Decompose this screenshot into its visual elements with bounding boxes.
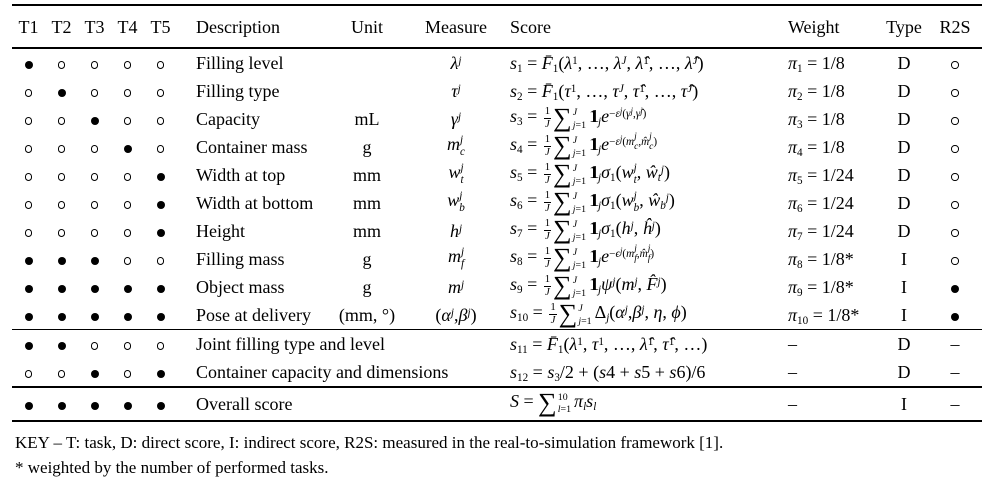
open-dot-icon <box>124 229 132 237</box>
open-dot-icon <box>91 145 99 153</box>
header-t1: T1 <box>12 5 45 48</box>
description-cell: Filling type <box>196 81 280 101</box>
table-row <box>12 105 982 133</box>
filled-dot-icon <box>25 285 33 293</box>
open-dot-icon <box>25 173 33 181</box>
open-dot-icon <box>124 201 132 209</box>
r2s-cell <box>928 161 982 189</box>
table-row <box>12 189 982 217</box>
r2s-cell <box>928 48 982 77</box>
weight-cell: $\pi_{10} = 1/8*$ <box>788 305 860 328</box>
task-cell <box>45 358 78 387</box>
task-cell <box>78 245 111 273</box>
task-cell <box>111 330 144 359</box>
filled-dot-icon <box>157 370 165 378</box>
task-cell <box>12 133 45 161</box>
filled-dot-icon <box>58 89 66 97</box>
paper-table-page <box>0 4 1008 491</box>
open-dot-icon <box>25 229 33 237</box>
open-dot-icon <box>58 61 66 69</box>
task-cell <box>111 189 144 217</box>
filled-dot-icon <box>951 313 959 321</box>
table-row <box>12 161 982 189</box>
task-cell <box>78 217 111 245</box>
task-cell <box>144 161 177 189</box>
task-cell <box>45 133 78 161</box>
task-cell <box>12 48 45 77</box>
measure-cell: w j b <box>447 190 465 215</box>
filled-dot-icon <box>157 313 165 321</box>
open-dot-icon <box>157 257 165 265</box>
header-t3: T3 <box>78 5 111 48</box>
table-row <box>12 77 982 105</box>
filled-dot-icon <box>157 402 165 410</box>
footnote-star: * weighted by the number of performed tasks. <box>15 457 329 477</box>
filled-dot-icon <box>25 402 33 410</box>
weight-cell: $\pi_7 = 1/24$ <box>788 221 854 244</box>
type-cell: D <box>897 165 911 185</box>
filled-dot-icon <box>58 285 66 293</box>
filled-dot-icon <box>58 313 66 321</box>
measure-cell: $h^j$ <box>449 221 463 241</box>
task-cell <box>78 358 111 387</box>
table-row <box>12 358 982 387</box>
description-cell: Pose at delivery <box>196 305 311 325</box>
filled-dot-icon <box>124 313 132 321</box>
r2s-cell <box>928 133 982 161</box>
task-cell <box>78 330 111 359</box>
table-body <box>12 48 982 421</box>
filled-dot-icon <box>91 285 99 293</box>
task-cell <box>45 161 78 189</box>
unit-cell <box>327 48 407 77</box>
type-cell: D <box>897 53 911 73</box>
description-cell: Filling level <box>196 53 284 73</box>
task-cell <box>45 387 78 421</box>
task-cell <box>111 133 144 161</box>
filled-dot-icon <box>91 402 99 410</box>
score-cell: $s_6$ = $\frac{1}{J}$ ∑ J j=1 1 $1_j\sigma_1(w$ j b , $ŵ_b^j$) <box>505 189 783 217</box>
results-table <box>12 4 982 422</box>
table-row <box>12 245 982 273</box>
task-cell <box>144 358 177 387</box>
task-cell <box>111 77 144 105</box>
open-dot-icon <box>951 257 959 265</box>
filled-dot-icon <box>951 285 959 293</box>
task-cell <box>78 387 111 421</box>
r2s-cell <box>928 77 982 105</box>
task-cell <box>45 189 78 217</box>
open-dot-icon <box>951 117 959 125</box>
task-cell <box>12 273 45 301</box>
task-cell <box>12 77 45 105</box>
open-dot-icon <box>951 201 959 209</box>
header-type: Type <box>880 5 928 48</box>
open-dot-icon <box>58 201 66 209</box>
open-dot-icon <box>951 229 959 237</box>
weight-cell: $\pi_9 = 1/8*$ <box>788 277 854 300</box>
task-cell <box>111 273 144 301</box>
task-cell <box>45 48 78 77</box>
r2s-cell: – <box>950 362 960 382</box>
unit-cell: g <box>362 137 372 157</box>
table-row <box>12 330 982 359</box>
type-cell: D <box>897 193 911 213</box>
header-t5: T5 <box>144 5 177 48</box>
open-dot-icon <box>951 173 959 181</box>
task-cell <box>45 105 78 133</box>
r2s-cell: – <box>928 387 982 421</box>
open-dot-icon <box>25 145 33 153</box>
type-cell: I <box>880 387 928 421</box>
score-cell: $s_2$ = $F̄_1(\tau^1$, …, $\tau^J$, τ̂$^1$, …, τ̂$^J$) <box>510 81 699 104</box>
r2s-cell <box>928 273 982 301</box>
open-dot-icon <box>58 173 66 181</box>
score-cell: $s_{10}$ = $\frac{1}{J}$ ∑ J j=1 $\Delta_j(\alpha^j,\beta^j$, η, ϕ) <box>510 299 687 329</box>
description-cell: Object mass <box>196 277 285 297</box>
type-cell: D <box>897 109 911 129</box>
measure-cell: m j f <box>447 246 465 271</box>
description-cell: Capacity <box>196 109 260 129</box>
task-cell <box>45 330 78 359</box>
open-dot-icon <box>124 257 132 265</box>
task-cell <box>12 387 45 421</box>
header-unit: Unit <box>327 5 407 48</box>
task-cell <box>111 217 144 245</box>
r2s-cell <box>928 301 982 330</box>
filled-dot-icon <box>91 370 99 378</box>
table-row <box>12 217 982 245</box>
measure-cell: $\tau^j$ <box>451 81 461 101</box>
measure-cell: $(\alpha^j,\beta^j)$ <box>435 305 477 325</box>
filled-dot-icon <box>58 257 66 265</box>
task-cell <box>45 217 78 245</box>
filled-dot-icon <box>25 61 33 69</box>
task-cell <box>12 301 45 330</box>
open-dot-icon <box>124 61 132 69</box>
open-dot-icon <box>25 370 33 378</box>
task-cell <box>78 189 111 217</box>
filled-dot-icon <box>157 285 165 293</box>
task-cell <box>78 48 111 77</box>
open-dot-icon <box>91 229 99 237</box>
footnote-key: KEY – T: task, D: direct score, I: indirect score, R2S: measured in the real-to-simulation framework [1]. <box>15 433 724 452</box>
description-cell: Overall score <box>177 387 505 421</box>
open-dot-icon <box>25 89 33 97</box>
unit-cell: mm <box>352 193 381 213</box>
table-footnotes <box>15 431 1008 480</box>
open-dot-icon <box>91 342 99 350</box>
open-dot-icon <box>58 229 66 237</box>
task-cell <box>144 133 177 161</box>
type-cell: D <box>880 330 928 359</box>
filled-dot-icon <box>58 342 66 350</box>
filled-dot-icon <box>25 313 33 321</box>
task-cell <box>144 273 177 301</box>
open-dot-icon <box>91 61 99 69</box>
score-cell: $s_5$ = $\frac{1}{J}$ ∑ J j=1 1 $1_j\sigma_1(w$ j t , $ŵ_t^j$) <box>505 161 783 189</box>
task-cell <box>111 387 144 421</box>
r2s-cell <box>928 217 982 245</box>
task-cell <box>144 105 177 133</box>
open-dot-icon <box>91 173 99 181</box>
type-cell: I <box>901 277 907 297</box>
header-weight: Weight <box>783 5 880 48</box>
table-row <box>12 387 982 421</box>
open-dot-icon <box>157 89 165 97</box>
task-cell <box>78 105 111 133</box>
task-cell <box>111 358 144 387</box>
task-cell <box>12 330 45 359</box>
score-cell: $s_{12} = s_3/2 + (s4 + s5 + s6)/6$ <box>510 362 706 385</box>
unit-cell <box>327 77 407 105</box>
filled-dot-icon <box>157 201 165 209</box>
task-cell <box>144 77 177 105</box>
open-dot-icon <box>124 342 132 350</box>
measure-cell: m j c <box>447 134 465 159</box>
r2s-cell: – <box>928 330 982 359</box>
task-cell <box>45 245 78 273</box>
open-dot-icon <box>58 117 66 125</box>
score-cell: $s_1$ = $F̄_1(\lambda^1$, …, $\lambda^J$, λ̂$^1$, …, λ̂$^J$) <box>510 53 704 76</box>
task-cell <box>78 133 111 161</box>
score-cell: $s_7$ = $\frac{1}{J}$ ∑ J j=1 1 $1_j\sigma_1(h^j$, $ĥ^j$) <box>505 217 783 245</box>
task-cell <box>78 273 111 301</box>
unit-cell: g <box>362 277 372 297</box>
description-cell: Width at bottom <box>196 193 314 213</box>
type-cell: I <box>901 249 907 269</box>
task-cell <box>144 217 177 245</box>
task-cell <box>45 301 78 330</box>
task-cell <box>144 189 177 217</box>
header-t2: T2 <box>45 5 78 48</box>
description-cell: Width at top <box>196 165 286 185</box>
task-cell <box>111 161 144 189</box>
task-cell <box>12 217 45 245</box>
weight-cell: $\pi_2 = 1/8$ <box>788 81 845 104</box>
open-dot-icon <box>58 370 66 378</box>
weight-cell: $\pi_6 = 1/24$ <box>788 193 854 216</box>
table-row <box>12 48 982 77</box>
task-cell <box>12 245 45 273</box>
open-dot-icon <box>25 117 33 125</box>
weight-cell: $\pi_8 = 1/8*$ <box>788 249 854 272</box>
description-cell: Container capacity and dimensions <box>196 362 449 382</box>
filled-dot-icon <box>124 285 132 293</box>
filled-dot-icon <box>58 402 66 410</box>
unit-cell: mm <box>352 165 381 185</box>
filled-dot-icon <box>25 342 33 350</box>
measure-cell: $\lambda^j$ <box>450 53 462 73</box>
open-dot-icon <box>25 201 33 209</box>
task-cell <box>45 77 78 105</box>
open-dot-icon <box>157 342 165 350</box>
r2s-cell <box>928 105 982 133</box>
header-measure: Measure <box>407 5 505 48</box>
open-dot-icon <box>124 89 132 97</box>
measure-cell: $m^j$ <box>447 277 465 297</box>
open-dot-icon <box>58 145 66 153</box>
weight-cell: $\pi_1 = 1/8$ <box>788 53 845 76</box>
open-dot-icon <box>157 61 165 69</box>
table-header-row <box>12 5 982 48</box>
task-cell <box>78 77 111 105</box>
type-cell: D <box>897 81 911 101</box>
weight-cell: $\pi_4 = 1/8$ <box>788 137 845 160</box>
filled-dot-icon <box>25 257 33 265</box>
task-cell <box>12 105 45 133</box>
task-cell <box>111 245 144 273</box>
task-cell <box>144 330 177 359</box>
header-description: Description <box>177 5 327 48</box>
type-cell: D <box>897 137 911 157</box>
measure-cell: $\gamma^j$ <box>450 109 462 129</box>
open-dot-icon <box>157 145 165 153</box>
open-dot-icon <box>951 61 959 69</box>
task-cell <box>144 387 177 421</box>
filled-dot-icon <box>157 229 165 237</box>
score-cell: $s_8$ = $\frac{1}{J}$ ∑ J j=1 1 $1_je^{-\epsilon^j(m j f ,m̂ j f )}$ <box>505 245 783 273</box>
r2s-cell <box>928 245 982 273</box>
unit-cell: (mm, °) <box>338 305 396 325</box>
task-cell <box>144 48 177 77</box>
header-r2s: R2S <box>928 5 982 48</box>
description-cell: Height <box>196 221 245 241</box>
filled-dot-icon <box>91 313 99 321</box>
measure-cell: w j t <box>448 162 464 187</box>
score-cell: $s_{11}$ = $F̄_1(\lambda^1$, $\tau^1$, …, λ̂$^1$, τ̂$^1$, …) <box>505 330 783 359</box>
description-cell: Filling mass <box>196 249 285 269</box>
open-dot-icon <box>124 173 132 181</box>
filled-dot-icon <box>124 145 132 153</box>
score-cell: $s_4$ = $\frac{1}{J}$ ∑ J j=1 1 $1_je^{-\varepsilon^j(m j c ,m̂ j c )}$ <box>505 133 783 161</box>
score-cell: $s_9$ = $\frac{1}{J}$ ∑ J j=1 1 $1_j\psi^j(m^j$, F̂$^j$) <box>505 273 783 301</box>
task-cell <box>12 358 45 387</box>
score-cell: $s_3$ = $\frac{1}{J}$ ∑ J j=1 1 $1_je^{-\varepsilon^j(\gamma^j,\gammâ^j)}$ <box>505 105 783 133</box>
filled-dot-icon <box>91 257 99 265</box>
task-cell <box>111 105 144 133</box>
task-cell <box>12 189 45 217</box>
type-cell: I <box>901 305 907 325</box>
score-cell: S = ∑ 10 l=1 $\pi_ls_l$ <box>505 387 783 421</box>
task-cell <box>111 301 144 330</box>
table-row <box>12 301 982 330</box>
table-row <box>12 133 982 161</box>
type-cell: D <box>897 221 911 241</box>
filled-dot-icon <box>91 117 99 125</box>
open-dot-icon <box>951 145 959 153</box>
weight-cell: $\pi_3 = 1/8$ <box>788 109 845 132</box>
weight-cell: $\pi_5 = 1/24$ <box>788 165 854 188</box>
open-dot-icon <box>124 117 132 125</box>
task-cell <box>144 301 177 330</box>
task-cell <box>111 48 144 77</box>
header-t4: T4 <box>111 5 144 48</box>
task-cell <box>78 301 111 330</box>
type-cell: D <box>897 362 911 382</box>
open-dot-icon <box>91 89 99 97</box>
table-row <box>12 273 982 301</box>
task-cell <box>144 245 177 273</box>
description-cell: Container mass <box>196 137 308 157</box>
weight-cell: – <box>783 330 880 359</box>
task-cell <box>78 161 111 189</box>
unit-cell: mm <box>352 221 381 241</box>
unit-cell: g <box>362 249 372 269</box>
header-score: Score <box>505 5 783 48</box>
weight-cell: – <box>783 387 880 421</box>
open-dot-icon <box>951 89 959 97</box>
task-cell <box>45 273 78 301</box>
unit-cell: mL <box>354 109 380 129</box>
filled-dot-icon <box>157 173 165 181</box>
open-dot-icon <box>124 370 132 378</box>
description-cell: Joint filling type and level <box>177 330 505 359</box>
filled-dot-icon <box>124 402 132 410</box>
open-dot-icon <box>157 117 165 125</box>
r2s-cell <box>928 189 982 217</box>
weight-cell: – <box>788 362 797 382</box>
open-dot-icon <box>91 201 99 209</box>
task-cell <box>12 161 45 189</box>
